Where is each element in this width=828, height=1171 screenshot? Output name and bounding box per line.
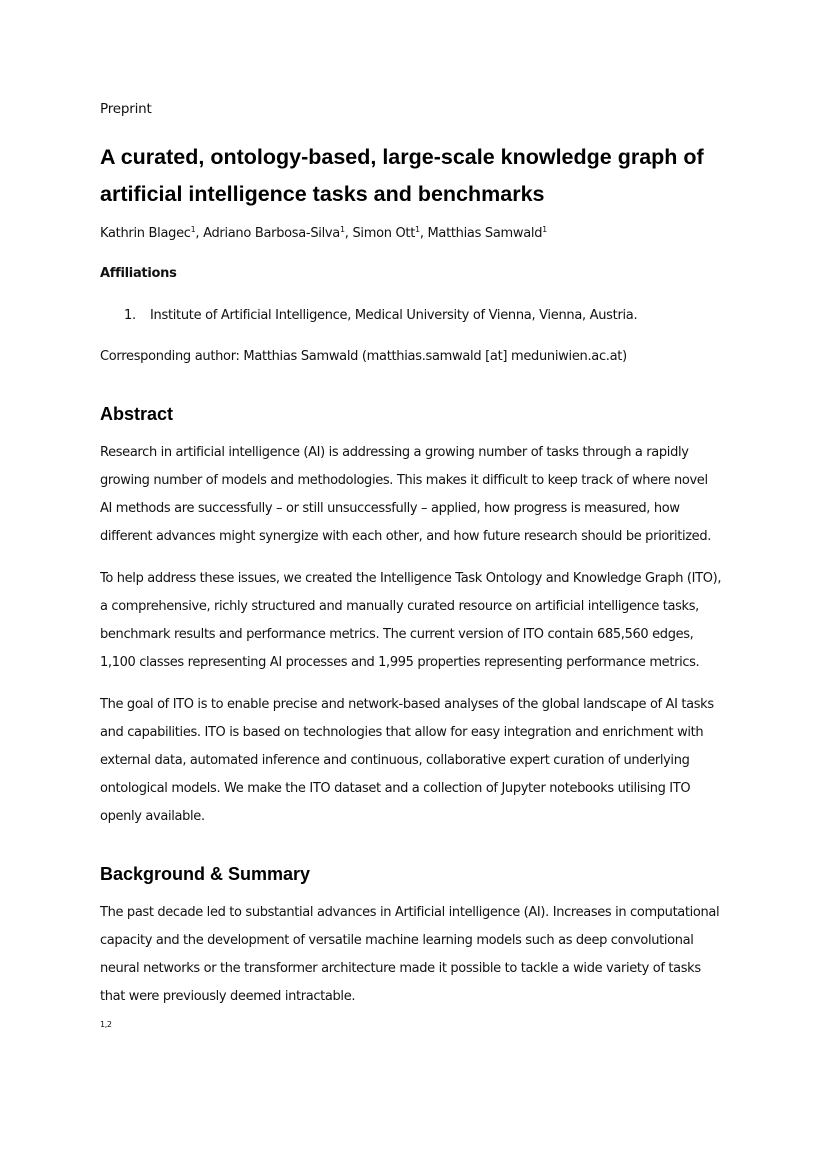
text-line: 1,100 classes representing AI processes and 1,995 properties representing performance metrics.: [100, 655, 700, 670]
corresponding-author: Corresponding author: Matthias Samwald (matthias.samwald [at] meduniwien.ac.at): [100, 349, 627, 364]
text-line: a comprehensive, richly structured and manually curated resource on artificial intelligence tasks,: [100, 599, 699, 614]
text-line: Research in artificial intelligence (AI) is addressing a growing number of tasks through a rapidly: [100, 445, 689, 460]
abstract-paragraph: [100, 691, 740, 831]
background-heading: Background & Summary: [100, 864, 311, 884]
text-line: different advances might synergize with each other, and how future research should be prioritized.: [100, 529, 712, 544]
author-name: Simon Ott: [352, 226, 416, 241]
author-list: [100, 225, 547, 241]
text-line: benchmark results and performance metrics. The current version of ITO contain 685,560 edges,: [100, 627, 694, 642]
author-name: Kathrin Blagec: [100, 226, 191, 241]
author-name: Adriano Barbosa-Silva: [203, 226, 340, 241]
author-separator: ,: [195, 226, 204, 241]
preprint-label: Preprint: [100, 101, 152, 117]
author-separator: ,: [419, 226, 428, 241]
background-paragraph: [100, 899, 740, 1043]
title-line: A curated, ontology-based, large-scale knowledge graph of: [100, 145, 704, 169]
text-line: capacity and the development of versatile machine learning models such as deep convolutional: [100, 933, 694, 948]
text-line: ontological models. We make the ITO dataset and a collection of Jupyter notebooks utilising ITO: [100, 781, 691, 796]
text-line: and capabilities. ITO is based on technologies that allow for easy integration and enrichment with: [100, 725, 704, 740]
text-line-content: that were previously deemed intractable.: [100, 989, 356, 1004]
text-line: [100, 983, 740, 1043]
text-line: AI methods are successfully – or still unsuccessfully – applied, how progress is measured, how: [100, 501, 680, 516]
affiliation-item: [124, 308, 637, 323]
affiliations-heading: Affiliations: [100, 266, 177, 281]
author-affiliation-mark: 1: [339, 225, 345, 234]
author-separator: ,: [344, 226, 353, 241]
affiliation-number: 1.: [124, 308, 136, 323]
affiliation-text: Institute of Artificial Intelligence, Medical University of Vienna, Vienna, Austria.: [150, 308, 638, 323]
text-line: The past decade led to substantial advances in Artificial intelligence (AI). Increases in computational: [100, 905, 720, 920]
author-affiliation-mark: 1: [415, 225, 420, 234]
text-line: openly available.: [100, 809, 205, 824]
text-line: growing number of models and methodologies. This makes it difficult to keep track of where novel: [100, 473, 708, 488]
abstract-paragraph: [100, 439, 740, 551]
author-name: Matthias Samwald: [427, 226, 543, 241]
text-line: external data, automated inference and continuous, collaborative expert curation of underlying: [100, 753, 690, 768]
text-line: The goal of ITO is to enable precise and network-based analyses of the global landscape of AI tasks: [100, 697, 714, 712]
title-line: artificial intelligence tasks and benchmarks: [100, 182, 545, 206]
text-line: neural networks or the transformer architecture made it possible to tackle a wide variety of tasks: [100, 961, 701, 976]
abstract-heading: Abstract: [100, 404, 174, 424]
abstract-paragraph: [100, 565, 740, 677]
text-line: To help address these issues, we created the Intelligence Task Ontology and Knowledge Graph (ITO),: [100, 571, 722, 586]
paper-title: [100, 139, 750, 213]
author-affiliation-mark: 1: [190, 225, 196, 234]
author-affiliation-mark: 1: [542, 225, 547, 234]
citation-marker: 1,2: [100, 1020, 112, 1029]
